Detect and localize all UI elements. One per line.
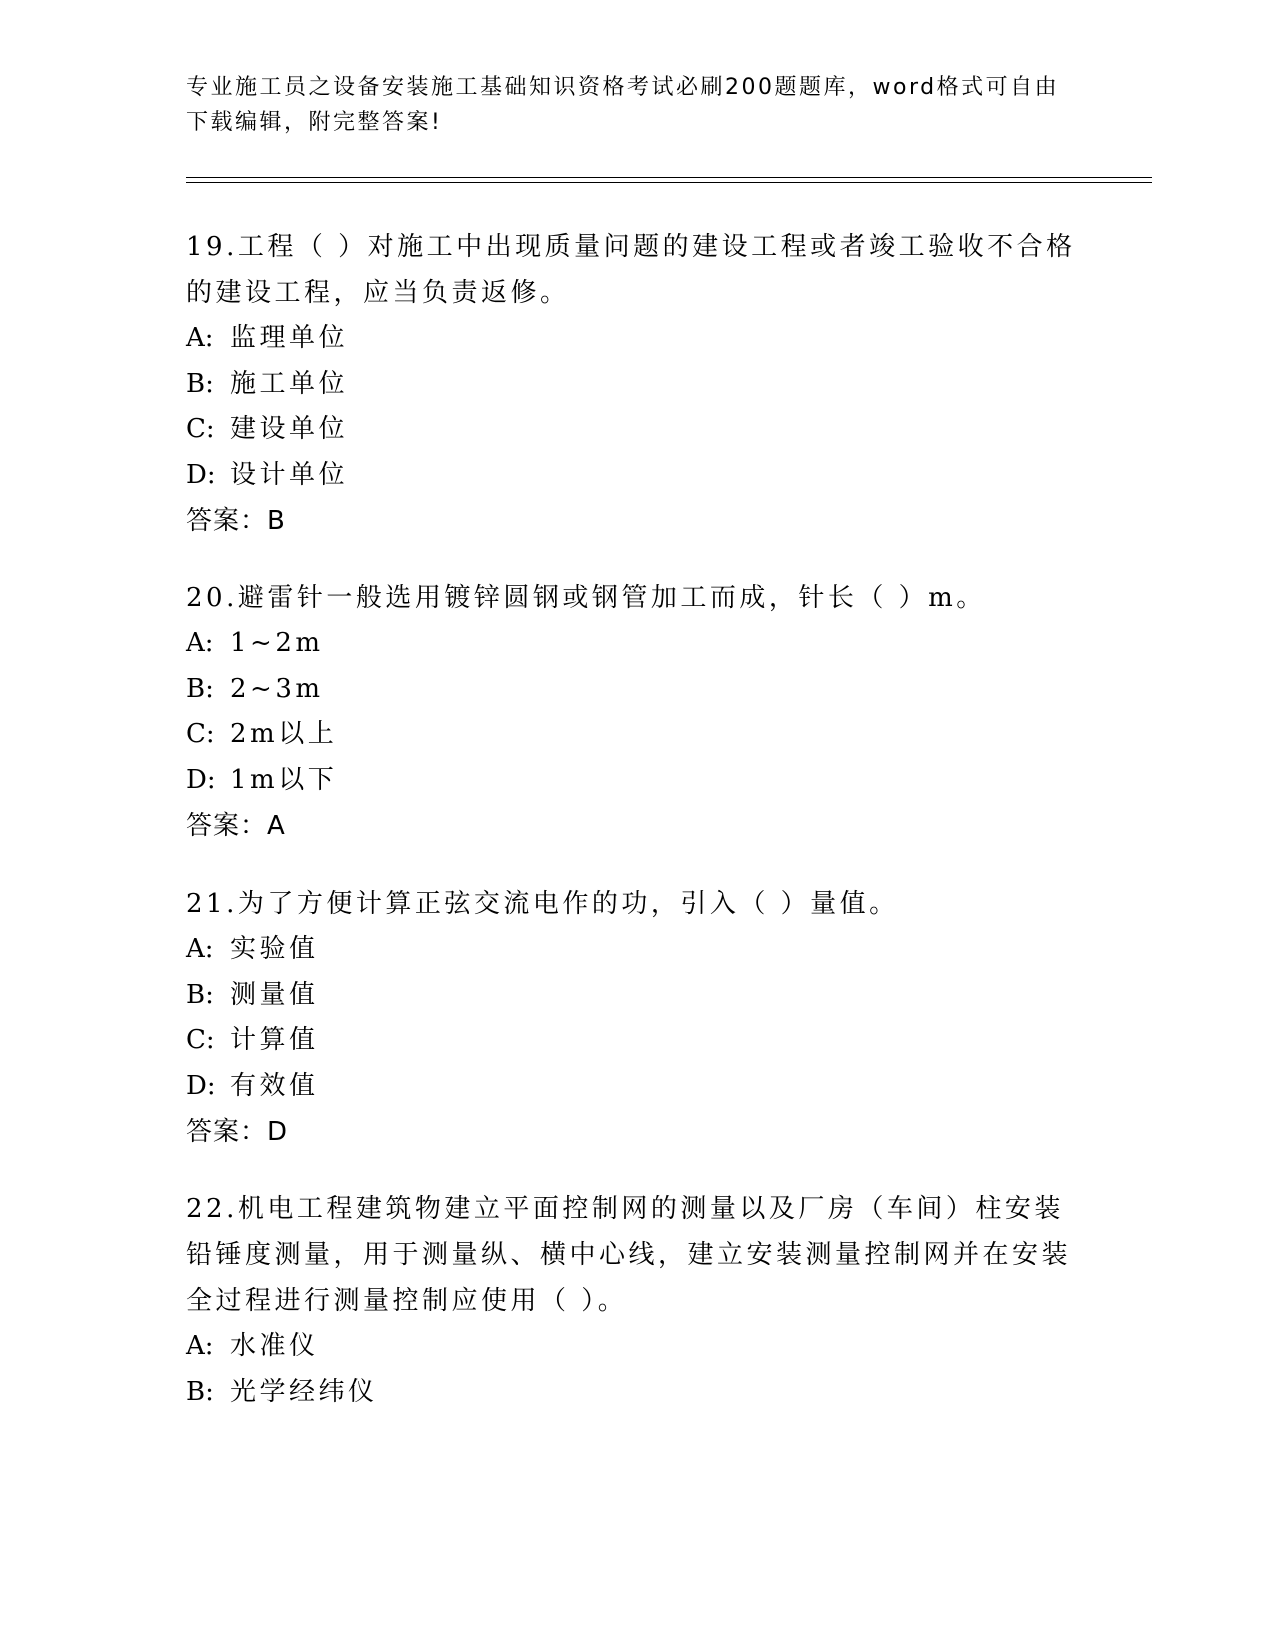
question-stem: 19.工程（ ）对施工中出现质量问题的建设工程或者竣工验收不合格的建设工程，应当负责返修。 [186,232,1076,308]
option-letter: D: [186,459,216,490]
option-letter: A: [186,628,214,658]
option-text: 1m以下 [230,764,338,795]
option-text: 测量值 [230,979,319,1010]
option-text: 1~2m [230,628,324,658]
option-c [186,712,1086,758]
option-b [186,362,1086,408]
option-letter: B: [186,368,214,399]
option-letter: D: [186,764,216,795]
option-letter: B: [186,1376,214,1407]
option-letter: C: [186,414,215,444]
question-21 [186,881,1086,1155]
question-19 [186,224,1086,544]
answer-line: 答案：D [186,1117,289,1147]
option-text: 有效值 [230,1070,319,1101]
option-d [186,1064,1086,1110]
option-text: 2m以上 [230,719,338,749]
question-20 [186,575,1086,849]
option-text: 计算值 [230,1025,319,1055]
question-22 [186,1186,1086,1415]
option-text: 实验值 [230,934,319,964]
option-text: 建设单位 [230,414,349,444]
question-stem: 20.避雷针一般选用镀锌圆钢或钢管加工而成，针长（ ）m。 [186,583,986,613]
answer-line: 答案：B [186,506,286,536]
option-a [186,316,1086,362]
option-letter: A: [186,934,214,964]
header-divider-bottom [186,182,1152,183]
option-b [186,667,1086,713]
option-a [186,1324,1086,1370]
option-letter: A: [186,1331,214,1361]
option-text: 设计单位 [230,459,349,490]
option-text: 水准仪 [230,1331,319,1361]
header-divider-top [186,177,1152,178]
option-c [186,1018,1086,1064]
option-letter: B: [186,979,214,1010]
option-letter: C: [186,719,215,749]
option-a [186,927,1086,973]
option-d [186,453,1086,499]
option-b [186,973,1086,1019]
option-b [186,1370,1086,1416]
document-header: 专业施工员之设备安装施工基础知识资格考试必刷200题题库，word格式可自由下载编辑，附完整答案! [186,75,1060,135]
option-c [186,407,1086,453]
option-a [186,621,1086,667]
option-d [186,758,1086,804]
option-text: 施工单位 [230,368,349,399]
question-stem: 22.机电工程建筑物建立平面控制网的测量以及厂房（车间）柱安装铅锤度测量，用于测量纵、横中心线，建立安装测量控制网并在安装全过程进行测量控制应使用（ ）。 [186,1194,1072,1316]
option-letter: D: [186,1070,216,1101]
option-text: 2~3m [230,673,324,704]
option-text: 光学经纬仪 [230,1376,378,1407]
answer-line: 答案：A [186,811,286,841]
option-letter: B: [186,673,214,704]
question-stem: 21.为了方便计算正弦交流电作的功，引入（ ）量值。 [186,889,899,919]
option-text: 监理单位 [230,323,349,353]
option-letter: C: [186,1025,215,1055]
option-letter: A: [186,323,214,353]
